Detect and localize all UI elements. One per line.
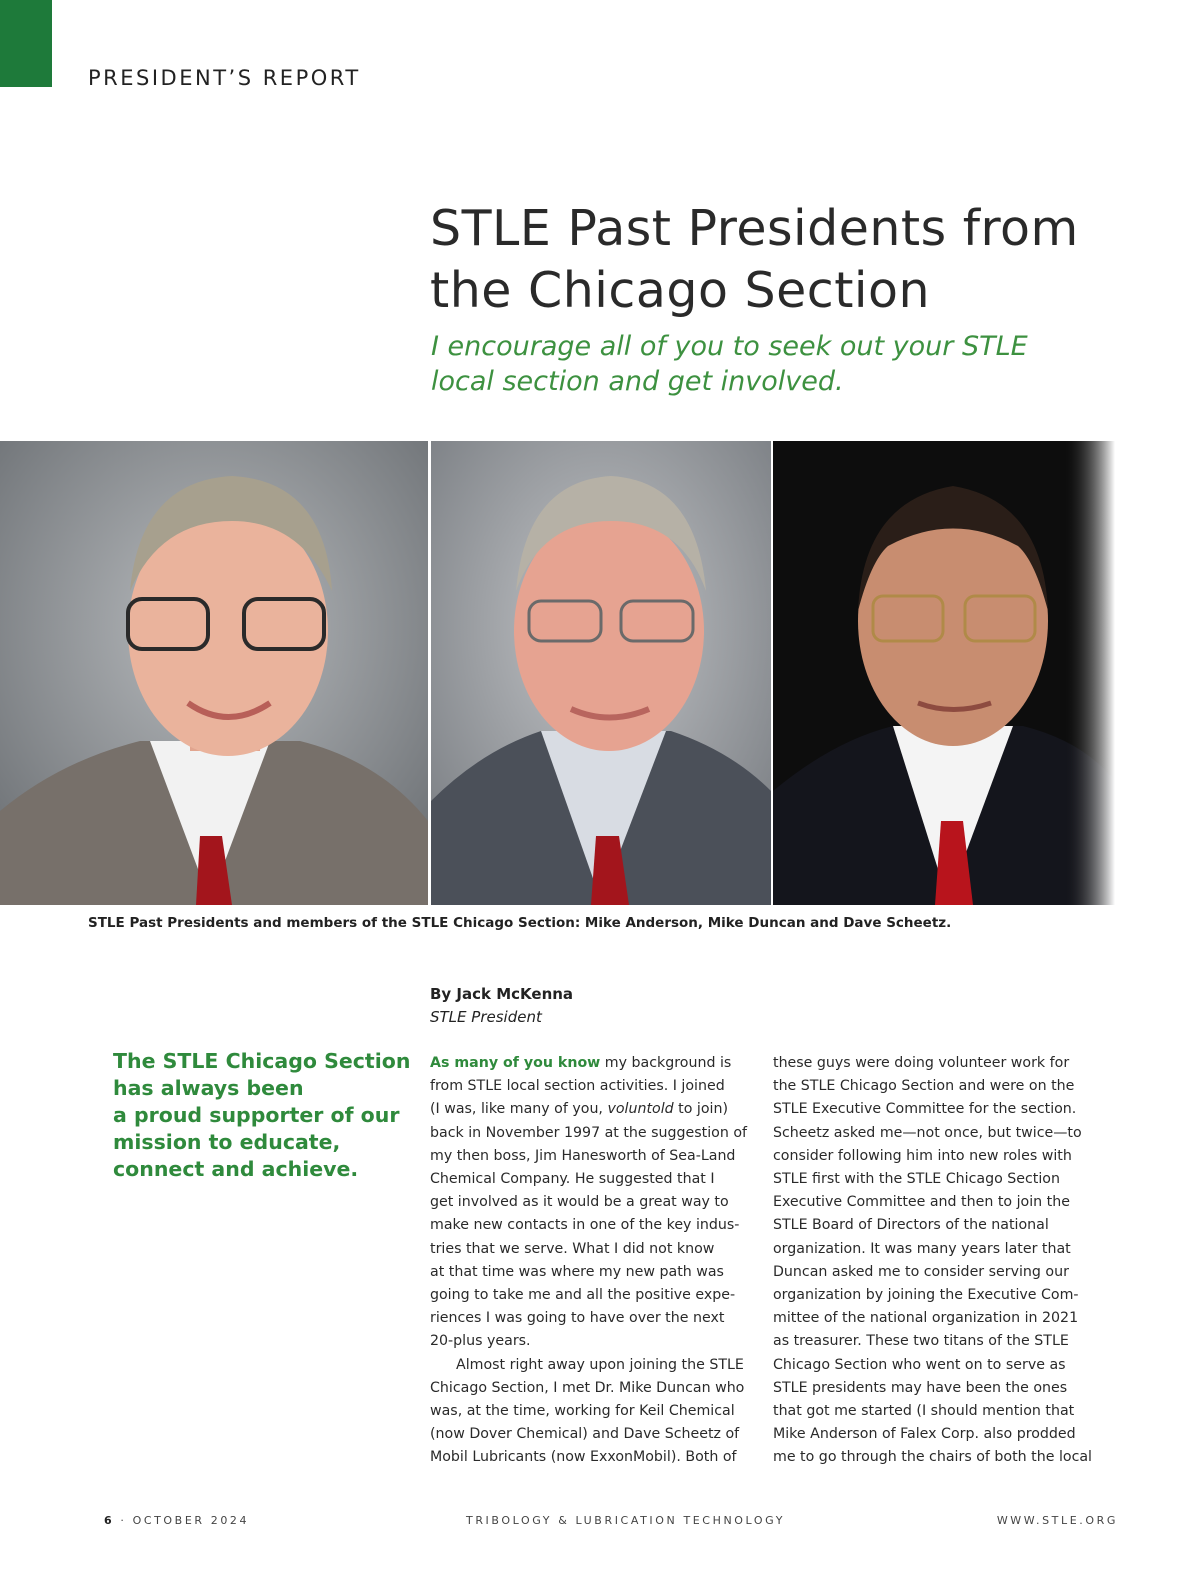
photo-caption: STLE Past Presidents and members of the STLE Chicago Section: Mike Anderson, Mike Duncan and Dave Scheetz.	[88, 915, 952, 931]
body-line: STLE Executive Committee for the section.	[773, 1101, 1077, 1118]
pullquote-line: a proud supporter of our	[113, 1103, 400, 1127]
website-url[interactable]: WWW.STLE.ORG	[996, 1514, 1118, 1527]
body-line: as treasurer. These two titans of the STLE	[773, 1333, 1069, 1350]
body-line: my then boss, Jim Hanesworth of Sea-Land	[430, 1147, 736, 1164]
body-column-2	[773, 1052, 1093, 1470]
body-line: riences I was going to have over the next	[430, 1310, 725, 1327]
headline-line-2: the Chicago Section	[430, 262, 931, 319]
body-line: Chicago Section who went on to serve as	[773, 1356, 1066, 1373]
body-line: organization. It was many years later that	[773, 1240, 1071, 1257]
body-line: Chicago Section, I met Dr. Mike Duncan who	[430, 1379, 745, 1396]
body-line: me to go through the chairs of both the local	[773, 1449, 1093, 1466]
pullquote-line: The STLE Chicago Section	[113, 1049, 411, 1073]
body-line: mittee of the national organization in 2021	[773, 1310, 1079, 1327]
body-line: at that time was where my new path was	[430, 1263, 724, 1280]
pullquote-line: connect and achieve.	[113, 1157, 359, 1181]
body-line: was, at the time, working for Keil Chemical	[430, 1403, 735, 1420]
body-line: these guys were doing volunteer work for	[773, 1055, 1070, 1071]
issue-date: OCTOBER 2024	[132, 1514, 250, 1527]
body-line: Mike Anderson of Falex Corp. also prodded	[773, 1426, 1076, 1443]
publication-name: TRIBOLOGY & LUBRICATION TECHNOLOGY	[466, 1514, 786, 1527]
body-line: Scheetz asked me—not once, but twice—to	[773, 1124, 1082, 1141]
pullquote-line: has always been	[113, 1076, 304, 1100]
deck-line-1: I encourage all of you to seek out your STLE	[431, 331, 1028, 362]
body-line: Mobil Lubricants (now ExxonMobil). Both of	[430, 1449, 737, 1466]
pullquote-line: mission to educate,	[113, 1130, 341, 1154]
body-line: Chemical Company. He suggested that I	[430, 1171, 715, 1188]
body-text: my background is	[600, 1055, 732, 1071]
emphasis-text: voluntold	[607, 1101, 674, 1118]
article-deck	[431, 329, 1131, 399]
pull-quote	[113, 1048, 411, 1183]
body-line: going to take me and all the positive expe-	[430, 1287, 736, 1304]
body-line: Executive Committee and then to join the	[773, 1194, 1070, 1211]
body-line: that got me started (I should mention that	[773, 1403, 1075, 1420]
body-line: STLE presidents may have been the ones	[773, 1379, 1068, 1396]
portrait-photo-3	[773, 441, 1115, 905]
body-column-1	[430, 1052, 748, 1470]
portrait-photo-1	[0, 441, 428, 905]
footer-page-date	[104, 1514, 249, 1527]
deck-line-2: local section and get involved.	[431, 366, 844, 397]
body-line: Almost right away upon joining the STLE	[456, 1356, 744, 1373]
footer-separator: ·	[114, 1514, 133, 1527]
portrait-photo-2	[431, 441, 771, 905]
byline	[430, 983, 573, 1029]
body-line: the STLE Chicago Section and were on the	[773, 1078, 1075, 1095]
portrait-photo-strip	[0, 441, 1115, 905]
author-name: By Jack McKenna	[430, 985, 574, 1003]
body-line	[430, 1052, 740, 1075]
author-role: STLE President	[430, 1008, 542, 1026]
body-line: consider following him into new roles with	[773, 1147, 1072, 1164]
body-line: STLE first with the STLE Chicago Section	[773, 1171, 1060, 1188]
body-line: from STLE local section activities. I joined	[430, 1078, 725, 1095]
body-line: back in November 1997 at the suggestion of	[430, 1124, 748, 1141]
body-line: (now Dover Chemical) and Dave Scheetz of	[430, 1426, 740, 1443]
body-line: organization by joining the Executive Com-	[773, 1287, 1079, 1304]
article-headline	[430, 198, 1150, 322]
page-number: 6	[104, 1514, 115, 1527]
body-line: make new contacts in one of the key indus-	[430, 1217, 740, 1234]
body-line: Duncan asked me to consider serving our	[773, 1263, 1069, 1280]
section-label: PRESIDENT’S REPORT	[88, 66, 361, 90]
body-line: (I was, like many of you, voluntold to join)	[430, 1101, 729, 1118]
section-color-tab	[0, 0, 52, 87]
headline-line-1: STLE Past Presidents from	[430, 200, 1079, 257]
lead-in-text: As many of you know	[430, 1055, 601, 1071]
body-line: get involved as it would be a great way to	[430, 1194, 729, 1211]
body-line: tries that we serve. What I did not know	[430, 1240, 715, 1257]
body-line: STLE Board of Directors of the national	[773, 1217, 1049, 1234]
body-line: 20-plus years.	[430, 1333, 531, 1350]
